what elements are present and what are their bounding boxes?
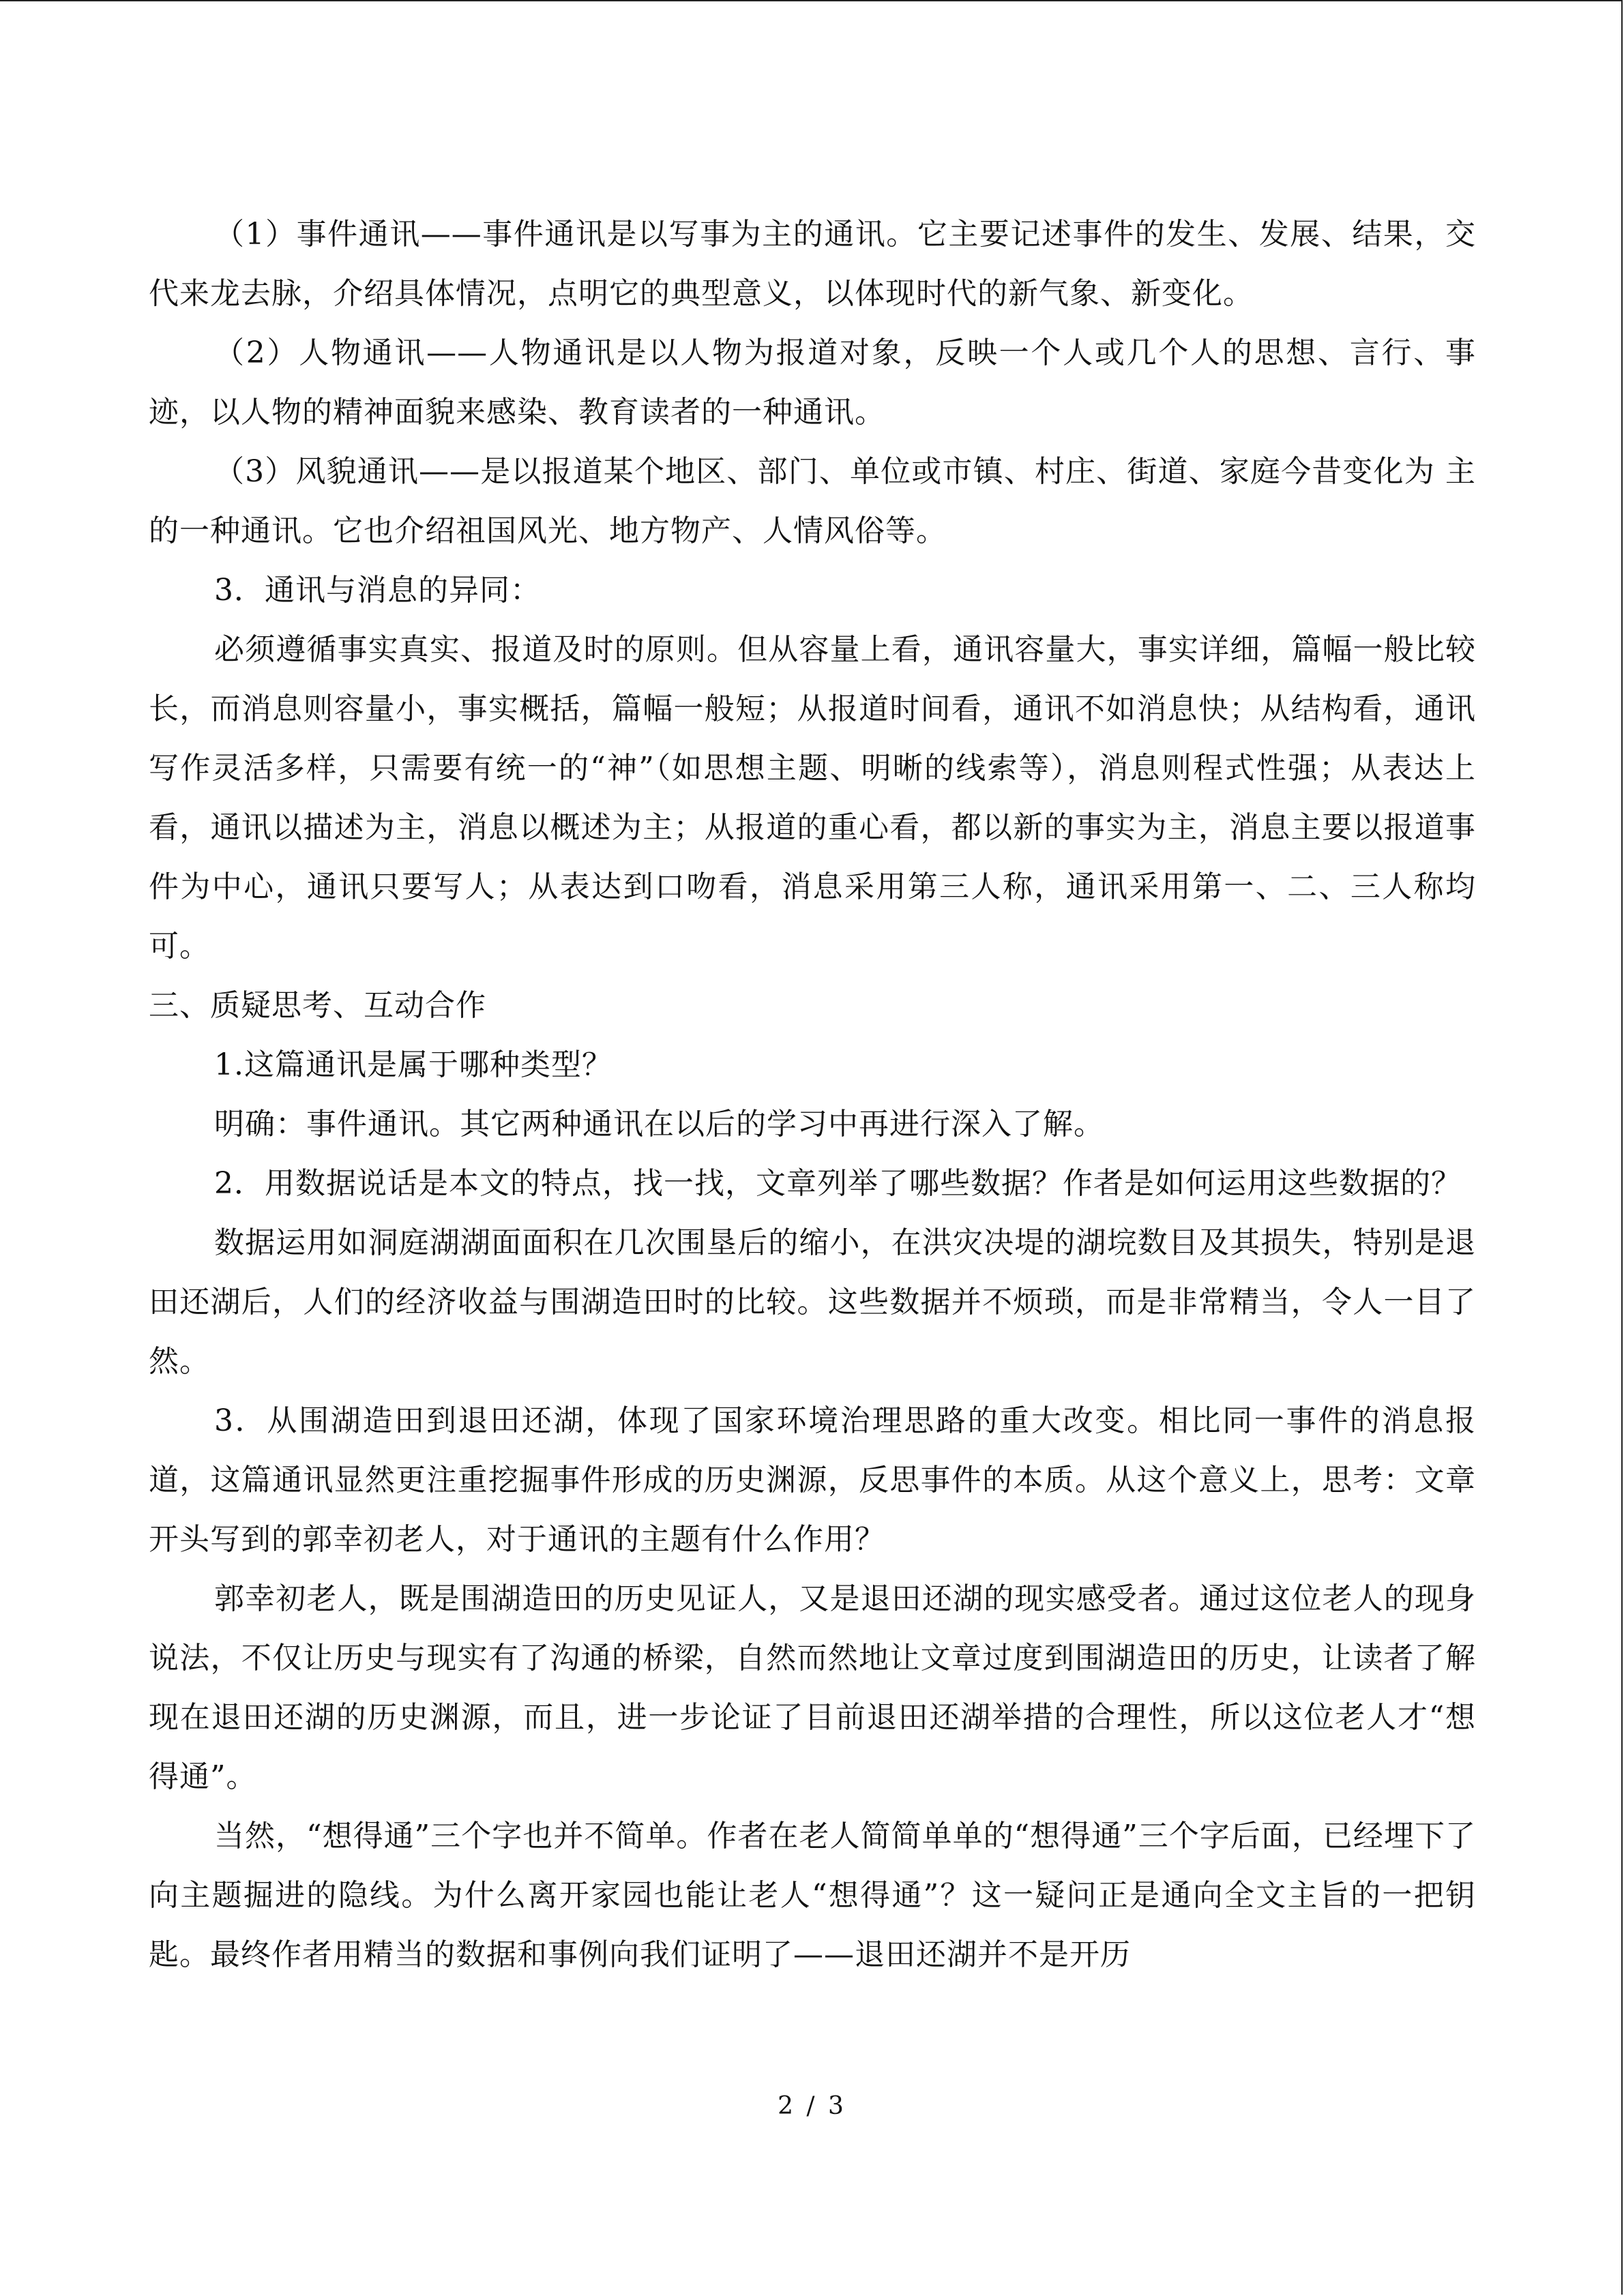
question-one: 1.这篇通讯是属于哪种类型？ <box>214 1047 612 1082</box>
answer-three-continued: 当然，“想得通”三个字也并不简单。作者在老人简简单单的“想得通”三个字后面，已经埋下了向主题掘进的隐线。为什么离开家园也能让老人“想得通”？这一疑问正是通向全文主旨的一把钥匙。最终作者用精当的数据和事例向我们证明了——退田还湖并不是开历 <box>149 1819 1476 1972</box>
paragraph-comparison-body: 必须遵循事实真实、报道及时的原则。但从容量上看，通讯容量大，事实详细，篇幅一般比较长，而消息则容量小，事实概括，篇幅一般短；从报道时间看，通讯不如消息快；从结构看，通讯写作灵活多样，只需要有统一的“神”（如思想主题、明晰的线索等），消息则程式性强；从表达上看，通讯以描述为主，消息以概述为主；从报道的重心看，都以新的事实为主，消息主要以报道事件为中心，通讯只要写人；从表达到口吻看，消息采用第三人称，通讯采用第一、二、三人称均可。 <box>149 632 1476 964</box>
page-number: 2 / 3 <box>778 2092 846 2120</box>
paragraph-comparison-heading: 3．通讯与消息的异同： <box>214 573 541 608</box>
section-heading-three: 三、质疑思考、互动合作 <box>149 988 486 1023</box>
document-body <box>149 205 1476 1984</box>
paragraph-person-report: （2）人物通讯——人物通讯是以人物为报道对象，反映一个人或几个人的思想、言行、事迹，以人物的精神面貌来感染、教育读者的一种通讯。 <box>149 336 1476 430</box>
answer-one: 明确：事件通讯。其它两种通讯在以后的学习中再进行深入了解。 <box>214 1107 1104 1142</box>
paragraph-event-report: （1）事件通讯——事件通讯是以写事为主的通讯。它主要记述事件的发生、发展、结果，交代来龙去脉，介绍具体情况，点明它的典型意义，以体现时代的新气象、新变化。 <box>149 217 1476 311</box>
answer-three: 郭幸初老人，既是围湖造田的历史见证人，又是退田还湖的现实感受者。通过这位老人的现身说法，不仅让历史与现实有了沟通的桥梁，自然而然地让文章过度到围湖造田的历史，让读者了解现在退田还湖的历史渊源，而且，进一步论证了目前退田还湖举措的合理性，所以这位老人才“想得通”。 <box>149 1581 1476 1794</box>
question-three: 3．从围湖造田到退田还湖，体现了国家环境治理思路的重大改变。相比同一事件的消息报道，这篇通讯显然更注重挖掘事件形成的历史渊源，反思事件的本质。从这个意义上，思考：文章开头写到的郭幸初老人，对于通讯的主题有什么作用？ <box>149 1403 1476 1557</box>
paragraph-scenery-report: （3）风貌通讯——是以报道某个地区、部门、单位或市镇、村庄、街道、家庭今昔变化为 主的一种通讯。它也介绍祖国风光、地方物产、人情风俗等。 <box>149 454 1476 548</box>
answer-two: 数据运用如洞庭湖湖面面积在几次围垦后的缩小，在洪灾决堤的湖垸数目及其损失，特别是退田还湖后，人们的经济收益与围湖造田时的比较。这些数据并不烦琐，而是非常精当，令人一目了然。 <box>149 1225 1476 1379</box>
question-two: 2．用数据说话是本文的特点，找一找，文章列举了哪些数据？作者是如何运用这些数据的？ <box>214 1166 1462 1201</box>
